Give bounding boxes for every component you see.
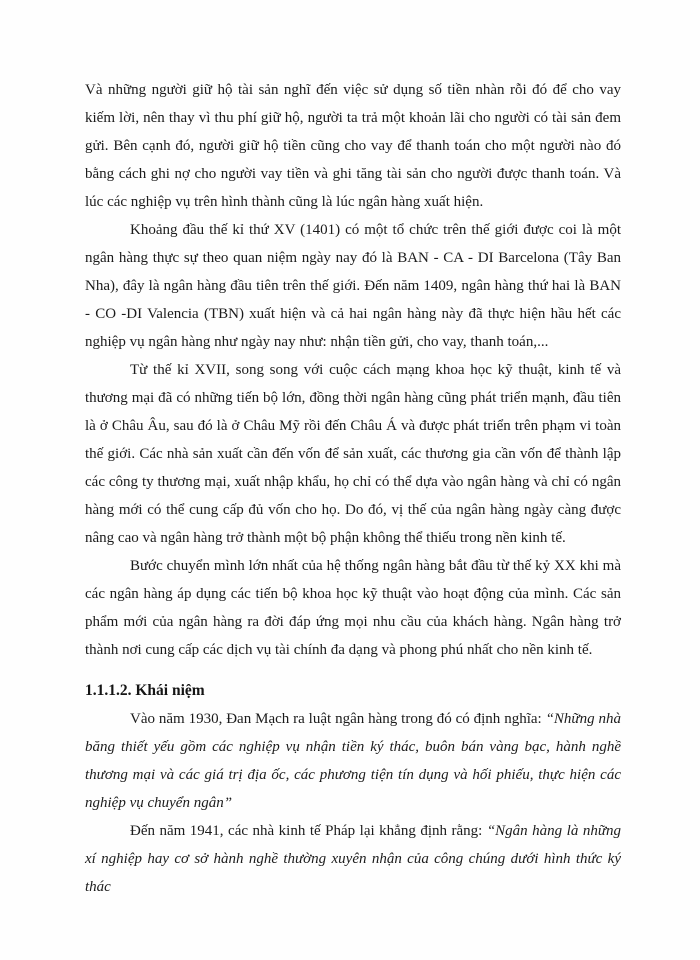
- paragraph-17th-century-growth: Từ thế kỉ XVII, song song với cuộc cách mạng khoa học kỹ thuật, kinh tế và thương mại đã có những tiến bộ lớn, đồng thời ngân hàng cũng phát triển mạnh, đầu tiên là ở Châu Âu, sau đó là ở Châu Mỹ rồi đến Châu Á và được phát triển trên phạm vi toàn thế giới. Các nhà sản xuất cần đến vốn để sản xuất, các thương gia cần vốn để thành lập các công ty thương mại, xuất nhập khẩu, họ chỉ có thể dựa vào ngân hàng và chỉ có ngân hàng mới có thể cung cấp đủ vốn cho họ. Do đó, vị thế của ngân hàng ngày càng được nâng cao và ngân hàng trở thành một bộ phận không thể thiếu trong nền kinh tế.: [85, 362, 621, 546]
- definition-1930-intro: Vào năm 1930, Đan Mạch ra luật ngân hàng trong đó có định nghĩa:: [130, 711, 546, 727]
- paragraph-definition-1941: [85, 817, 621, 901]
- paragraph-banking-origin: Và những người giữ hộ tài sản nghĩ đến việc sử dụng số tiền nhàn rỗi đó để cho vay kiếm lời, nên thay vì thu phí giữ hộ, người ta trả một khoản lãi cho người có tài sản đem gửi. Bên cạnh đó, người giữ hộ tiền cũng cho vay để thanh toán cho một người nào đó bằng cách ghi nợ cho người vay tiền và ghi tăng tài sản cho người được thanh toán. Và lúc các nghiệp vụ trên hình thành cũng là lúc ngân hàng xuất hiện.: [85, 82, 621, 210]
- paragraph-20th-century-transformation: Bước chuyển mình lớn nhất của hệ thống ngân hàng bắt đầu từ thế kỷ XX khi mà các ngân hàng áp dụng các tiến bộ khoa học kỹ thuật vào hoạt động của mình. Các sản phẩm mới của ngân hàng ra đời đáp ứng mọi nhu cầu của khách hàng. Ngân hàng trở thành nơi cung cấp các dịch vụ tài chính đa dạng và phong phú nhất cho nền kinh tế.: [85, 558, 621, 658]
- section-heading-khai-niem: 1.1.1.2. Khái niệm: [85, 682, 205, 699]
- definition-1930-quote: “Những nhà băng thiết yếu gồm các nghiệp vụ nhận tiền ký thác, buôn bán vàng bạc, hành nghề thương mại và các giá trị địa ốc, các phương tiện tín dụng và hối phiếu, thực hiện các nghiệp vụ chuyển ngân”: [85, 711, 621, 811]
- paragraph-definition-1930: [85, 705, 621, 817]
- definition-1941-quote: “Ngân hàng là những xí nghiệp hay cơ sở hành nghề thường xuyên nhận của công chúng dưới hình thức ký thác: [85, 823, 622, 895]
- text-column: [85, 76, 621, 901]
- definition-1941-intro: Đến năm 1941, các nhà kinh tế Pháp lại khẳng định rằng:: [130, 823, 487, 839]
- paragraph-first-banks-15th-century: Khoảng đầu thế kỉ thứ XV (1401) có một tổ chức trên thế giới được coi là một ngân hàng thực sự theo quan niệm ngày nay đó là BAN - CA - DI Barcelona (Tây Ban Nha), đây là ngân hàng đầu tiên trên thế giới. Đến năm 1409, ngân hàng thứ hai là BAN - CO -DI Valencia (TBN) xuất hiện và cả hai ngân hàng này đã thực hiện hầu hết các nghiệp vụ ngân hàng như ngày nay như: nhận tiền gửi, cho vay, thanh toán,...: [85, 222, 621, 350]
